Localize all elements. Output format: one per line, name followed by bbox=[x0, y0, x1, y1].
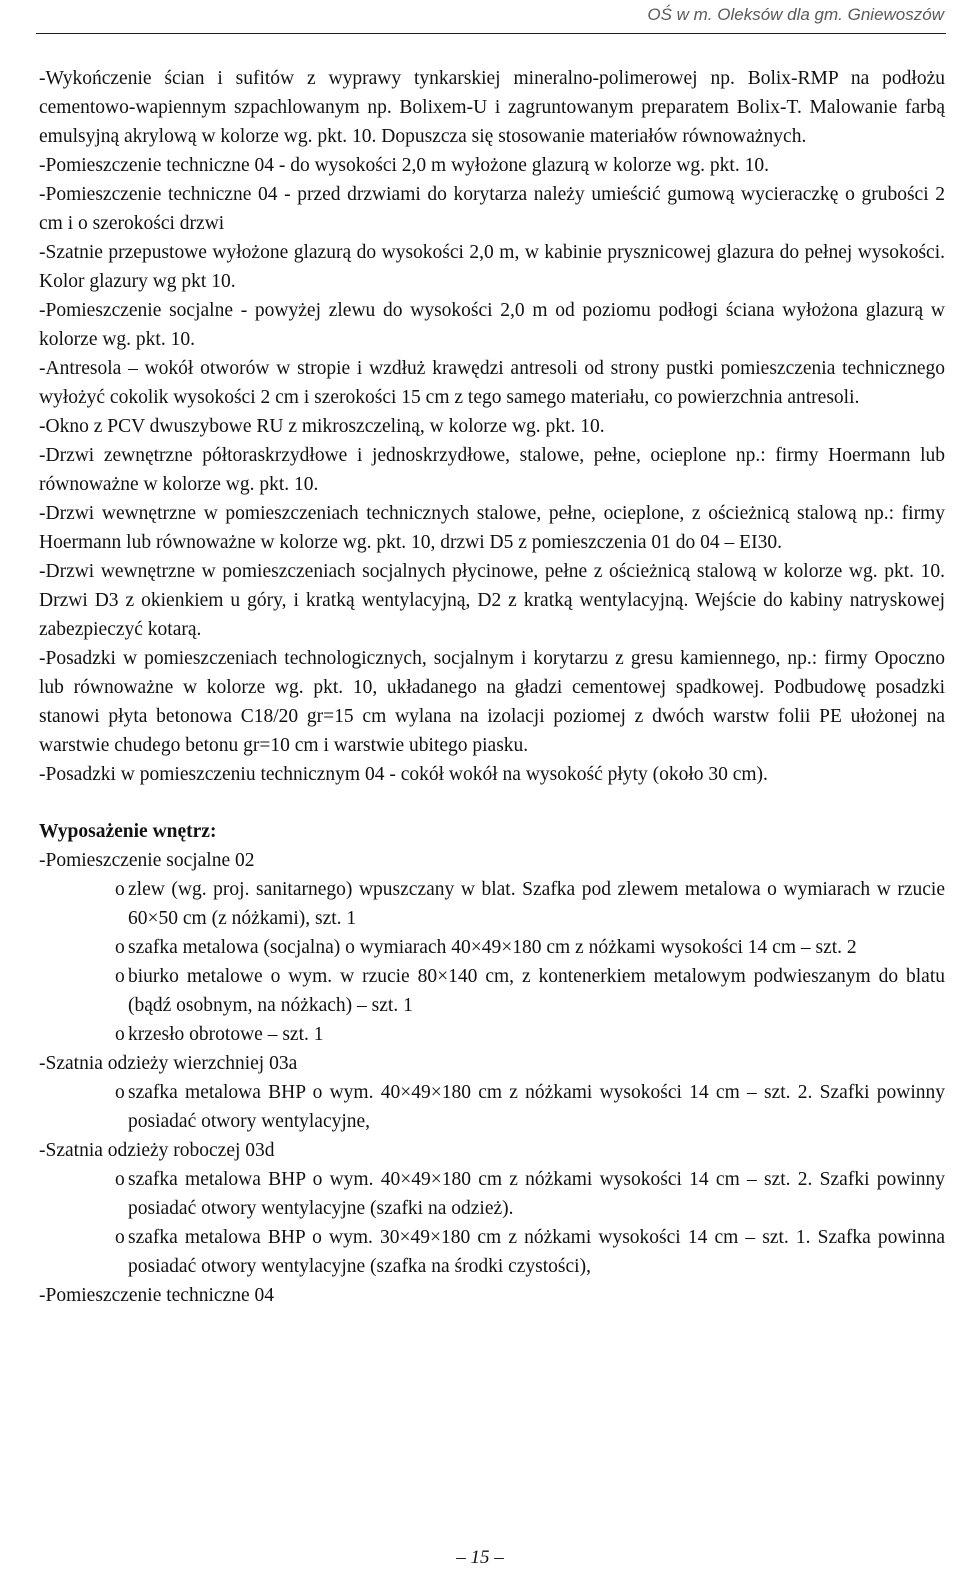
list-item-text: biurko metalowe o wym. w rzucie 80×140 cm, z kontenerkiem metalowym podwieszanym do blatu (bądź osobnym, na nóżkach) – szt. 1 bbox=[128, 966, 945, 1016]
list-item-text: szafka metalowa BHP o wym. 30×49×180 cm z nóżkami wysokości 14 cm – szt. 1. Szafka powinna posiadać otwory wentylacyjne (szafka na środki czystości), bbox=[128, 1227, 945, 1277]
bullet-marker: o bbox=[115, 1082, 125, 1103]
bullet-marker: o bbox=[115, 1169, 125, 1190]
paragraph-social-room: -Pomieszczenie socjalne - powyżej zlewu do wysokości 2,0 m od poziomu podłogi ściana wyłożona glazurą w kolorze wg. pkt. 10. bbox=[39, 300, 945, 350]
list-item-text: krzesło obrotowe – szt. 1 bbox=[128, 1024, 324, 1045]
paragraph-windows: -Okno z PCV dwuszybowe RU z mikroszczeliną, w kolorze wg. pkt. 10. bbox=[39, 416, 605, 437]
bullet-marker: o bbox=[115, 966, 125, 987]
list-item bbox=[115, 1020, 945, 1049]
paragraph-mezzanine: -Antresola – wokół otworów w stropie i wzdłuż krawędzi antresoli od strony pustki pomieszczenia technicznego wyłożyć cokolik wysokości 2 cm i szerokości 15 cm z tego samego materiału, co powierzchnia antresoli. bbox=[39, 358, 945, 408]
paragraph-wall-finish: -Wykończenie ścian i sufitów z wyprawy tynkarskiej mineralno-polimerowej np. Bolix-RMP na podłożu cementowo-wapiennym szpachlowanym np. Bolixem-U i zagruntowanym preparatem Bolix-T. Malowanie farbą emulsyjną akrylową w kolorze wg. pkt. 10. Dopuszcza się stosowanie materiałów równoważnych. bbox=[39, 68, 945, 147]
list-item bbox=[115, 933, 945, 962]
document-header-title: OŚ w m. Oleksów dla gm. Gniewoszów bbox=[647, 5, 944, 24]
paragraph-exterior-doors: -Drzwi zewnętrzne półtoraskrzydłowe i jednoskrzydłowe, stalowe, pełne, ocieplone np.: firmy Hoermann lub równoważne w kolorze wg. pkt. 10. bbox=[39, 445, 945, 495]
list-item-text: szafka metalowa BHP o wym. 40×49×180 cm z nóżkami wysokości 14 cm – szt. 2. Szafki powinny posiadać otwory wentylacyjne (szafki na odzież). bbox=[128, 1169, 945, 1219]
paragraph-technical-room-tiles: -Pomieszczenie techniczne 04 - do wysokości 2,0 m wyłożone glazurą w kolorze wg. pkt. 10. bbox=[39, 155, 769, 176]
section-label-technical-room: -Pomieszczenie techniczne 04 bbox=[39, 1285, 274, 1306]
bullet-marker: o bbox=[115, 1227, 125, 1248]
list-item-text: zlew (wg. proj. sanitarnego) wpuszczany w blat. Szafka pod zlewem metalowa o wymiarach w rzucie 60×50 cm (z nóżkami), szt. 1 bbox=[128, 879, 945, 929]
paragraph-doormat: -Pomieszczenie techniczne 04 - przed drzwiami do korytarza należy umieścić gumową wycieraczkę o grubości 2 cm i o szerokości drzwi bbox=[39, 184, 945, 234]
list-item bbox=[115, 1165, 945, 1223]
equipment-heading: Wyposażenie wnętrz: bbox=[39, 821, 217, 842]
page-number: – 15 – bbox=[456, 1547, 504, 1568]
paragraph-interior-doors-technical: -Drzwi wewnętrzne w pomieszczeniach technicznych stalowe, pełne, ocieplone, z ościeżnicą stalową np.: firmy Hoermann lub równoważne w kolorze wg. pkt. 10, drzwi D5 z pomieszczenia 01 do 04 – EI30. bbox=[39, 503, 945, 553]
header-divider bbox=[36, 33, 946, 34]
paragraph-floor-technical: -Posadzki w pomieszczeniu technicznym 04 - cokół wokół na wysokość płyty (około 30 cm). bbox=[39, 764, 768, 785]
paragraph-changing-rooms: -Szatnie przepustowe wyłożone glazurą do wysokości 2,0 m, w kabinie prysznicowej glazura do pełnej wysokości. Kolor glazury wg pkt 10. bbox=[39, 242, 945, 292]
list-item bbox=[115, 875, 945, 933]
bullet-marker: o bbox=[115, 879, 125, 900]
paragraph-interior-doors-social: -Drzwi wewnętrzne w pomieszczeniach socjalnych płycinowe, pełne z ościeżnicą stalową w kolorze wg. pkt. 10. Drzwi D3 z okienkiem u góry, i kratką wentylacyjną, D2 z kratką wentylacyjną. Wejście do kabiny natryskowej zabezpieczyć kotarą. bbox=[39, 561, 945, 640]
document-body bbox=[39, 64, 945, 1310]
paragraph-floors: -Posadzki w pomieszczeniach technologicznych, socjalnym i korytarzu z gresu kamiennego, np.: firmy Opoczno lub równoważne w kolorze wg. pkt. 10, układanego na gładzi cementowej spadkowej. Podbudowę posadzki stanowi płyta betonowa C18/20 gr=15 cm wylana na izolacji poziomej z dwóch warstw folii PE ułożonej na warstwie chudego betonu gr=10 cm i warstwie ubitego piasku. bbox=[39, 648, 945, 756]
section-label-workwear-locker-room: -Szatnia odzieży roboczej 03d bbox=[39, 1140, 275, 1161]
list-item bbox=[115, 1223, 945, 1281]
list-item-text: szafka metalowa (socjalna) o wymiarach 40×49×180 cm z nóżkami wysokości 14 cm – szt. 2 bbox=[128, 937, 857, 958]
bullet-marker: o bbox=[115, 1024, 125, 1045]
list-item-text: szafka metalowa BHP o wym. 40×49×180 cm z nóżkami wysokości 14 cm – szt. 2. Szafki powinny posiadać otwory wentylacyjne, bbox=[128, 1082, 945, 1132]
bullet-marker: o bbox=[115, 937, 125, 958]
list-item bbox=[115, 1078, 945, 1136]
list-item bbox=[115, 962, 945, 1020]
section-label-social-room: -Pomieszczenie socjalne 02 bbox=[39, 850, 255, 871]
section-label-outerwear-locker-room: -Szatnia odzieży wierzchniej 03a bbox=[39, 1053, 298, 1074]
